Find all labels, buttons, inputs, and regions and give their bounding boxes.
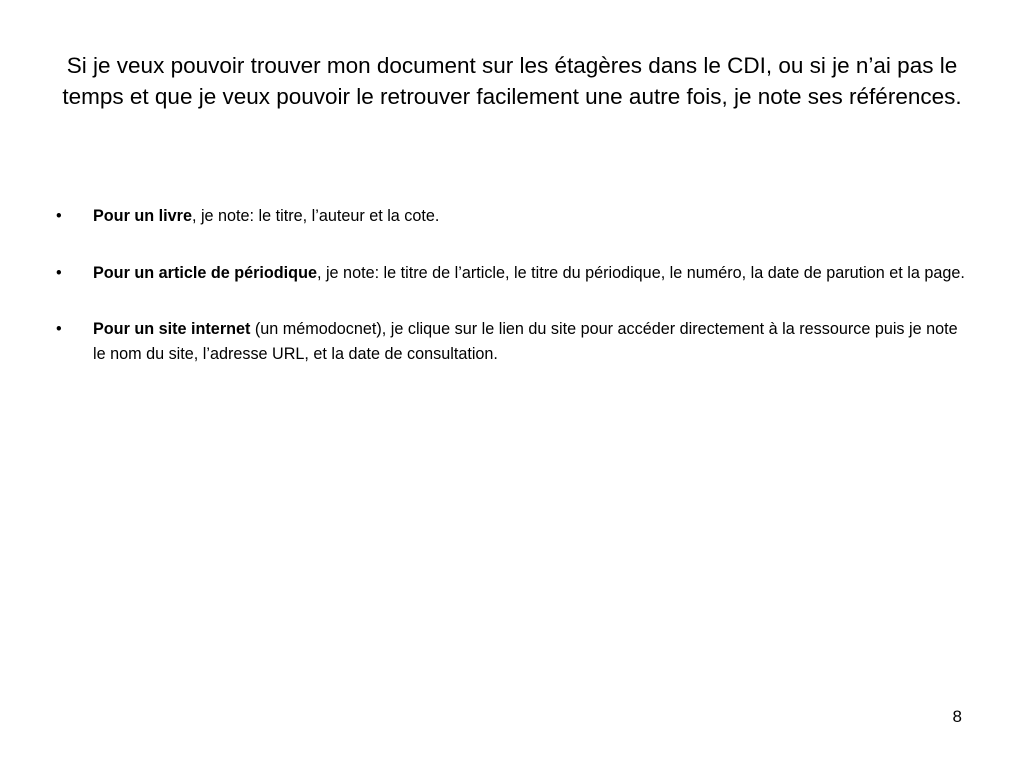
page-number: 8	[952, 707, 962, 726]
bullet-marker: •	[56, 207, 62, 225]
bullet-heading-livre: Pour un livre	[93, 207, 192, 225]
bullet-text-periodique: , je note: le titre de l’article, le titre du périodique, le numéro, la date de parution et la page.	[316, 263, 965, 282]
bullet-heading-periodique: Pour un article de périodique	[93, 263, 317, 282]
bullet-item-livre	[56, 204, 966, 229]
bullet-list	[56, 204, 966, 398]
bullet-heading-site-internet: Pour un site internet	[93, 320, 251, 338]
bullet-item-site-internet	[56, 317, 966, 366]
bullet-text-livre: , je note: le titre, l’auteur et la cote.	[191, 207, 440, 225]
bullet-marker: •	[56, 320, 62, 338]
bullet-text-site-internet: (un mémodocnet), je clique sur le lien du site pour accéder directement à la ressource puis je note le nom du site, l’adresse URL, et la date de consultation.	[93, 320, 958, 363]
slide-title: Si je veux pouvoir trouver mon document sur les étagères dans le CDI, ou si je n’ai pas le temps et que je veux pouvoir le retrouver facilement une autre fois, je note ses références.	[62, 53, 962, 109]
bullet-marker: •	[56, 263, 62, 282]
bullet-item-periodique	[56, 261, 966, 286]
